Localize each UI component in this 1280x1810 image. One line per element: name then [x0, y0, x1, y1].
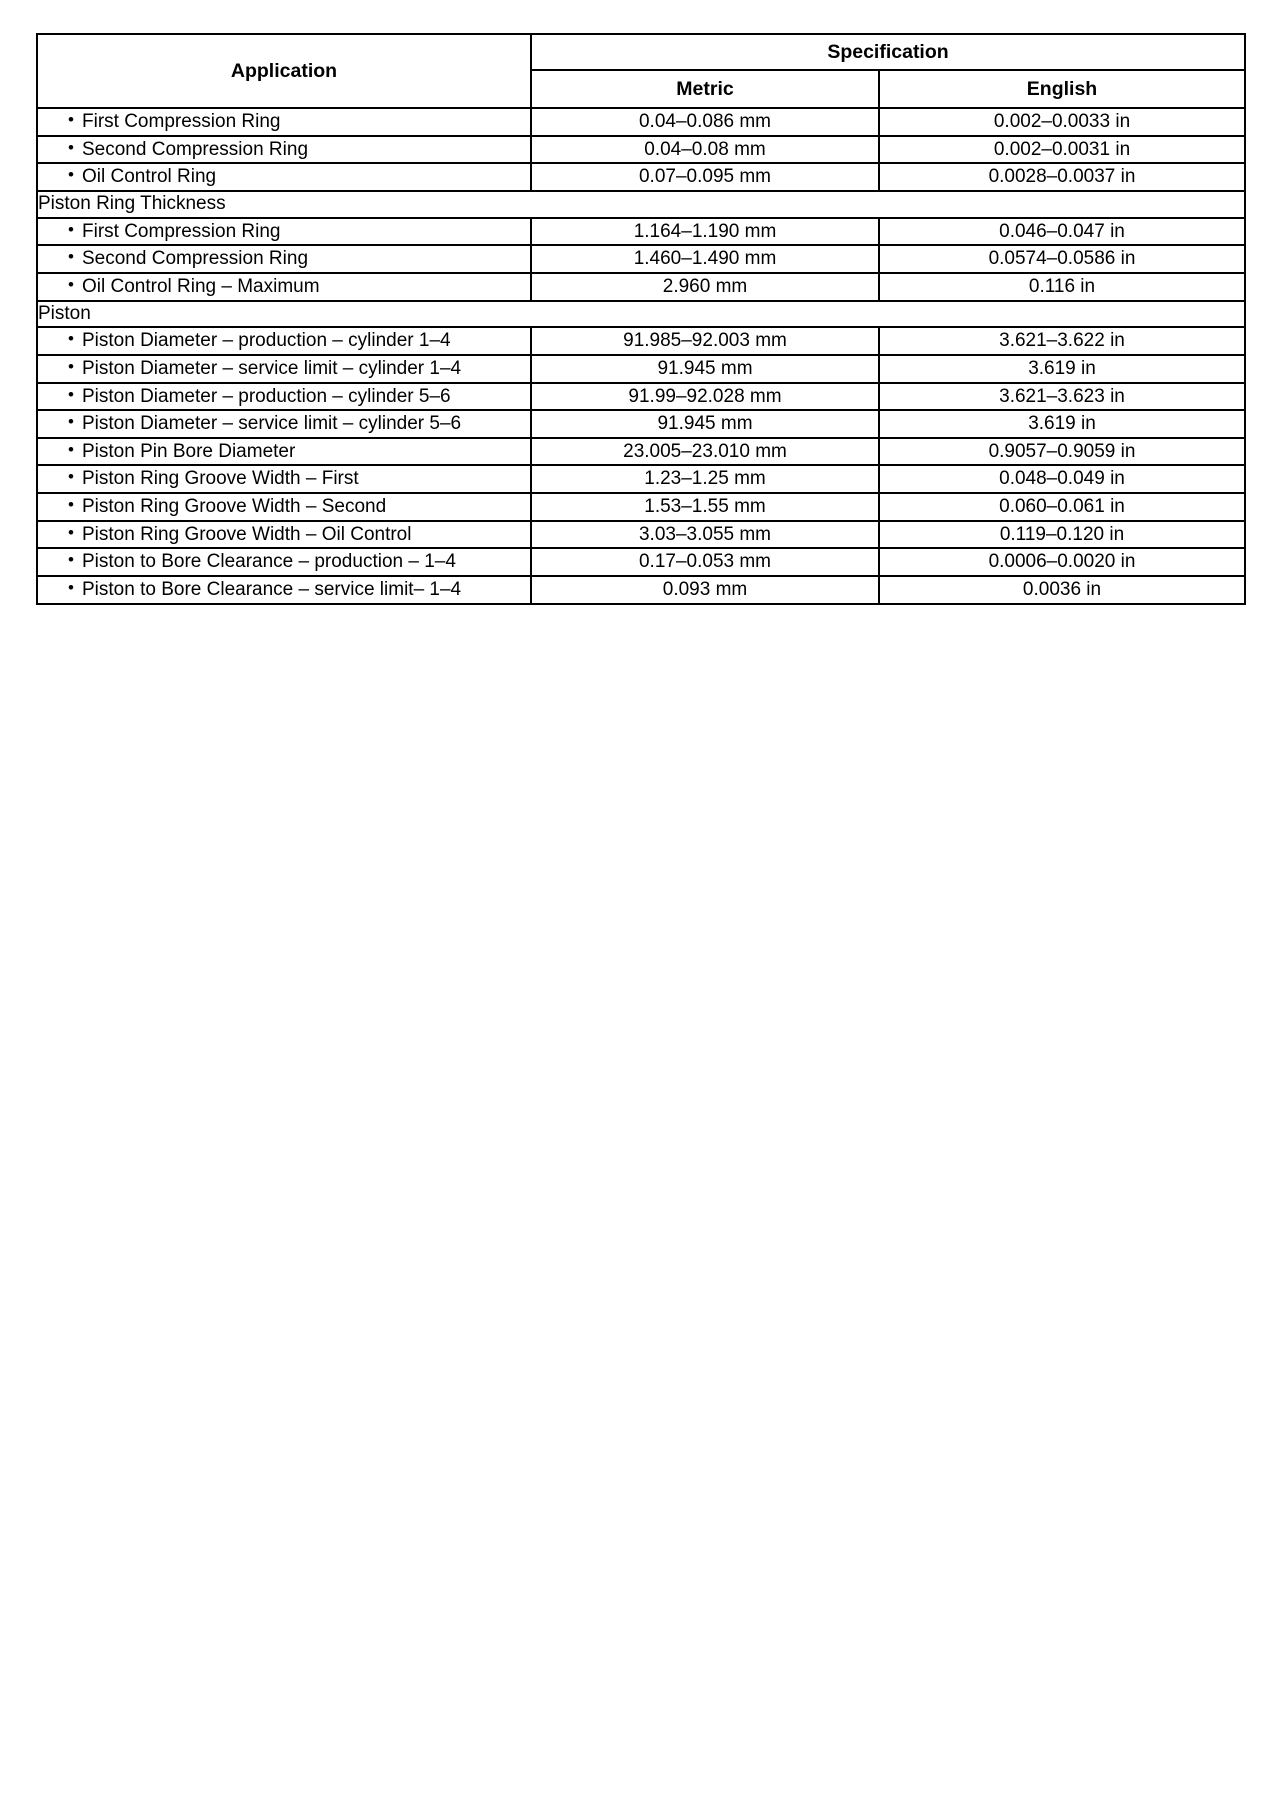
english-value: 0.002–0.0031 in — [879, 136, 1245, 164]
metric-value: 3.03–3.055 mm — [531, 521, 879, 549]
application-cell — [37, 548, 531, 576]
bullet-icon: • — [68, 467, 74, 487]
application-label: Piston Ring Groove Width – First — [82, 468, 359, 490]
application-cell — [37, 465, 531, 493]
application-cell — [37, 438, 531, 466]
application-label: Piston Diameter – service limit – cylinder 5–6 — [82, 413, 462, 435]
metric-value: 0.17–0.053 mm — [531, 548, 879, 576]
header-english: English — [879, 70, 1245, 108]
application-label: Oil Control Ring — [82, 166, 217, 188]
header-metric: Metric — [531, 70, 879, 108]
bullet-icon: • — [68, 274, 74, 294]
metric-value: 1.164–1.190 mm — [531, 218, 879, 246]
application-label: Piston Diameter – production – cylinder 5–6 — [82, 385, 451, 407]
bullet-icon: • — [68, 495, 74, 515]
table-row — [37, 521, 1245, 549]
application-cell — [37, 136, 531, 164]
bullet-icon: • — [68, 329, 74, 349]
application-label: Oil Control Ring – Maximum — [82, 275, 320, 297]
bullet-icon: • — [68, 137, 74, 157]
english-value: 3.619 in — [879, 355, 1245, 383]
application-label: Piston to Bore Clearance – service limit– 1–4 — [82, 578, 462, 600]
metric-value: 0.04–0.086 mm — [531, 108, 879, 136]
table-row — [37, 245, 1245, 273]
table-row — [37, 273, 1245, 301]
metric-value: 2.960 mm — [531, 273, 879, 301]
bullet-icon: • — [68, 522, 74, 542]
table-row — [37, 548, 1245, 576]
application-cell — [37, 245, 531, 273]
group-label: Piston — [37, 301, 1245, 328]
bullet-icon: • — [68, 439, 74, 459]
english-value: 0.9057–0.9059 in — [879, 438, 1245, 466]
application-cell — [37, 273, 531, 301]
bullet-icon: • — [68, 412, 74, 432]
english-value: 0.0006–0.0020 in — [879, 548, 1245, 576]
application-label: First Compression Ring — [82, 111, 281, 132]
table-body — [37, 108, 1245, 604]
application-label: Piston to Bore Clearance – production – 1–4 — [82, 551, 456, 573]
header-application: Application — [37, 34, 531, 108]
application-label: Piston Diameter – service limit – cylinder 1–4 — [82, 357, 462, 379]
application-label: Piston Ring Groove Width – Oil Control — [82, 523, 412, 545]
table-row — [37, 493, 1245, 521]
metric-value: 91.945 mm — [531, 410, 879, 438]
application-cell — [37, 383, 531, 411]
header-specification: Specification — [531, 34, 1245, 70]
application-label: Second Compression Ring — [82, 248, 309, 270]
application-label: Piston Ring Groove Width – Second — [82, 496, 387, 518]
metric-value: 1.53–1.55 mm — [531, 493, 879, 521]
application-cell — [37, 327, 531, 355]
application-cell — [37, 218, 531, 246]
english-value: 0.048–0.049 in — [879, 465, 1245, 493]
english-value: 3.619 in — [879, 410, 1245, 438]
application-cell — [37, 493, 531, 521]
application-cell — [37, 108, 531, 136]
table-row — [37, 410, 1245, 438]
table-row — [37, 576, 1245, 604]
application-label: First Compression Ring — [82, 220, 281, 242]
application-label: Piston Pin Bore Diameter — [82, 440, 296, 462]
table-row — [37, 136, 1245, 164]
english-value: 0.002–0.0033 in — [879, 108, 1245, 136]
metric-value: 1.460–1.490 mm — [531, 245, 879, 273]
metric-value: 23.005–23.010 mm — [531, 438, 879, 466]
english-value: 0.116 in — [879, 273, 1245, 301]
header-row-top — [37, 34, 1245, 70]
english-value: 0.0574–0.0586 in — [879, 245, 1245, 273]
application-cell — [37, 355, 531, 383]
table-row — [37, 108, 1245, 136]
table-row — [37, 465, 1245, 493]
table-row — [37, 383, 1245, 411]
bullet-icon: • — [68, 384, 74, 404]
english-value: 0.0028–0.0037 in — [879, 163, 1245, 191]
table-row — [37, 163, 1245, 191]
table-header — [37, 34, 1245, 108]
english-value: 0.060–0.061 in — [879, 493, 1245, 521]
group-label: Piston Ring Thickness — [37, 191, 1245, 218]
application-cell — [37, 521, 531, 549]
metric-value: 91.945 mm — [531, 355, 879, 383]
specifications-table — [36, 33, 1246, 605]
bullet-icon: • — [68, 110, 74, 129]
table-row — [37, 218, 1245, 246]
metric-value: 0.07–0.095 mm — [531, 163, 879, 191]
bullet-icon: • — [68, 550, 74, 570]
application-label: Piston Diameter – production – cylinder 1–4 — [82, 330, 451, 352]
table-row — [37, 438, 1245, 466]
bullet-icon: • — [68, 247, 74, 267]
bullet-icon: • — [68, 577, 74, 597]
metric-value: 0.093 mm — [531, 576, 879, 604]
table-group-row — [37, 301, 1245, 328]
english-value: 0.119–0.120 in — [879, 521, 1245, 549]
table-row — [37, 327, 1245, 355]
bullet-icon: • — [68, 356, 74, 376]
english-value: 3.621–3.623 in — [879, 383, 1245, 411]
table-row — [37, 355, 1245, 383]
table-group-row — [37, 191, 1245, 218]
application-label: Second Compression Ring — [82, 138, 309, 160]
metric-value: 91.99–92.028 mm — [531, 383, 879, 411]
bullet-icon: • — [68, 165, 74, 185]
english-value: 0.0036 in — [879, 576, 1245, 604]
application-cell — [37, 163, 531, 191]
english-value: 3.621–3.622 in — [879, 327, 1245, 355]
application-cell — [37, 410, 531, 438]
bullet-icon: • — [68, 219, 74, 239]
metric-value: 0.04–0.08 mm — [531, 136, 879, 164]
metric-value: 91.985–92.003 mm — [531, 327, 879, 355]
english-value: 0.046–0.047 in — [879, 218, 1245, 246]
metric-value: 1.23–1.25 mm — [531, 465, 879, 493]
application-cell — [37, 576, 531, 604]
